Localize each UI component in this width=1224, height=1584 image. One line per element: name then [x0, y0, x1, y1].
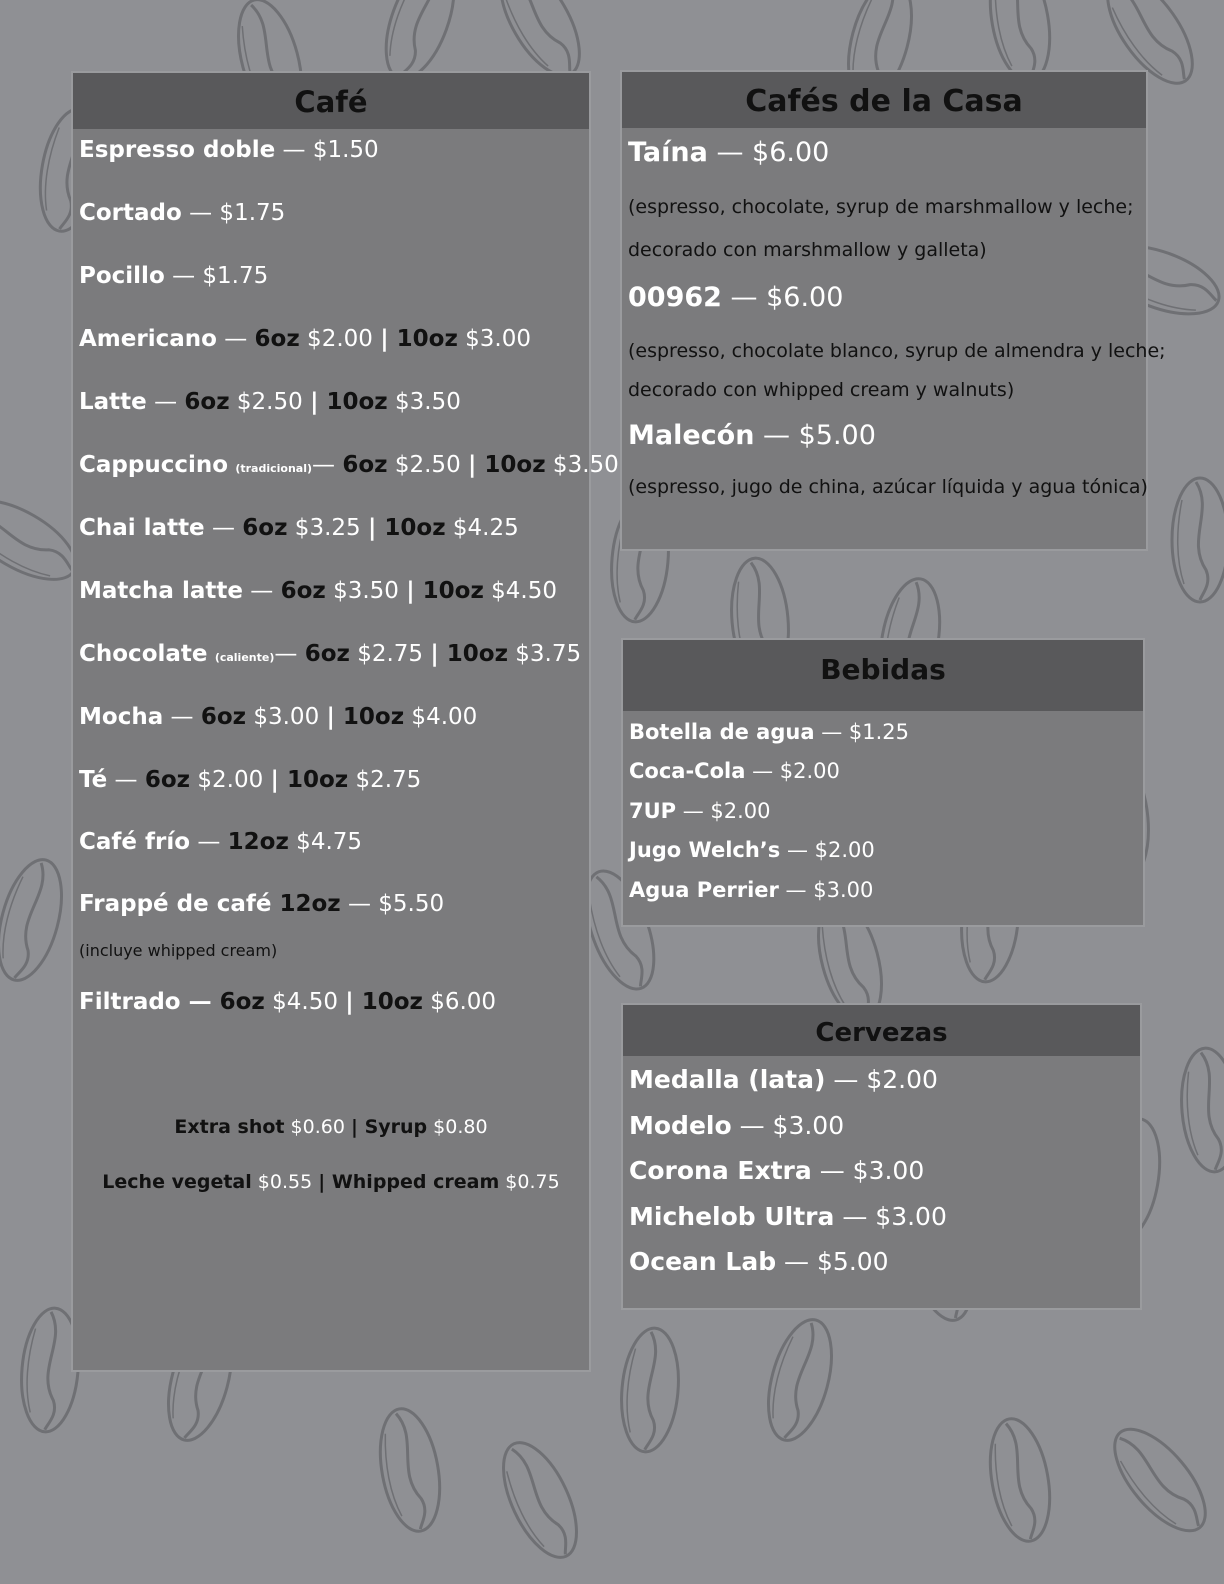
- menu-item: Espresso doble — $1.50: [79, 137, 379, 163]
- menu-item: Frappé de café 12oz — $5.50: [79, 891, 445, 917]
- menu-item: Modelo — $3.00: [629, 1111, 845, 1140]
- bebidas-section-title: Bebidas: [623, 640, 1143, 711]
- frappe-note: (incluye whipped cream): [79, 941, 278, 960]
- menu-item: Pocillo — $1.75: [79, 263, 269, 289]
- menu-item: Agua Perrier — $3.00: [629, 878, 874, 902]
- menu-item: Té — 6oz $2.00 | 10oz $2.75: [79, 767, 422, 793]
- extras-line: Extra shot $0.60 | Syrup $0.80: [174, 1116, 488, 1138]
- menu-item: Chai latte — 6oz $3.25 | 10oz $4.25: [79, 515, 519, 541]
- item-description: (espresso, chocolate, syrup de marshmallow y leche;: [628, 196, 1134, 218]
- cafes-de-la-casa-panel: [622, 72, 1166, 549]
- cafe-menu-panel: [73, 73, 619, 1370]
- menu-item: 7UP — $2.00: [629, 799, 771, 823]
- menu-item: Jugo Welch’s — $2.00: [629, 838, 875, 862]
- bebidas-panel: [623, 640, 1143, 925]
- menu-item: Botella de agua — $1.25: [629, 720, 909, 744]
- extras-line: Leche vegetal $0.55 | Whipped cream $0.75: [102, 1171, 560, 1193]
- menu-item: Cortado — $1.75: [79, 200, 286, 226]
- menu-item: Coca-Cola — $2.00: [629, 759, 840, 783]
- item-description: (espresso, jugo de china, azúcar líquida y agua tónica): [628, 476, 1148, 498]
- menu-item: Americano — 6oz $2.00 | 10oz $3.00: [79, 326, 531, 352]
- cafe-section-title: Café: [73, 73, 589, 129]
- menu-item: Malecón — $5.00: [628, 420, 876, 451]
- menu-item: 00962 — $6.00: [628, 282, 844, 313]
- menu-item: Latte — 6oz $2.50 | 10oz $3.50: [79, 389, 461, 415]
- menu-item: Mocha — 6oz $3.00 | 10oz $4.00: [79, 704, 478, 730]
- cervezas-section-title: Cervezas: [623, 1005, 1140, 1056]
- menu-item: Matcha latte — 6oz $3.50 | 10oz $4.50: [79, 578, 557, 604]
- menu-item: Ocean Lab — $5.00: [629, 1247, 889, 1276]
- menu-item: Café frío — 12oz $4.75: [79, 829, 363, 855]
- menu-item: Chocolate (caliente)— 6oz $2.75 | 10oz $3.75: [79, 641, 582, 667]
- menu-item: Corona Extra — $3.00: [629, 1156, 925, 1185]
- menu-item: Michelob Ultra — $3.00: [629, 1202, 947, 1231]
- cervezas-panel: [623, 1005, 1140, 1308]
- item-description: decorado con marshmallow y galleta): [628, 239, 987, 261]
- item-description: (espresso, chocolate blanco, syrup de almendra y leche;: [628, 340, 1166, 362]
- casa-section-title: Cafés de la Casa: [622, 72, 1146, 128]
- menu-item: Medalla (lata) — $2.00: [629, 1065, 938, 1094]
- item-description: decorado con whipped cream y walnuts): [628, 379, 1015, 401]
- menu-item: Cappuccino (tradicional)— 6oz $2.50 | 10oz $3.50: [79, 452, 619, 478]
- menu-item: Filtrado — 6oz $4.50 | 10oz $6.00: [79, 989, 497, 1015]
- menu-item: Taína — $6.00: [628, 137, 830, 168]
